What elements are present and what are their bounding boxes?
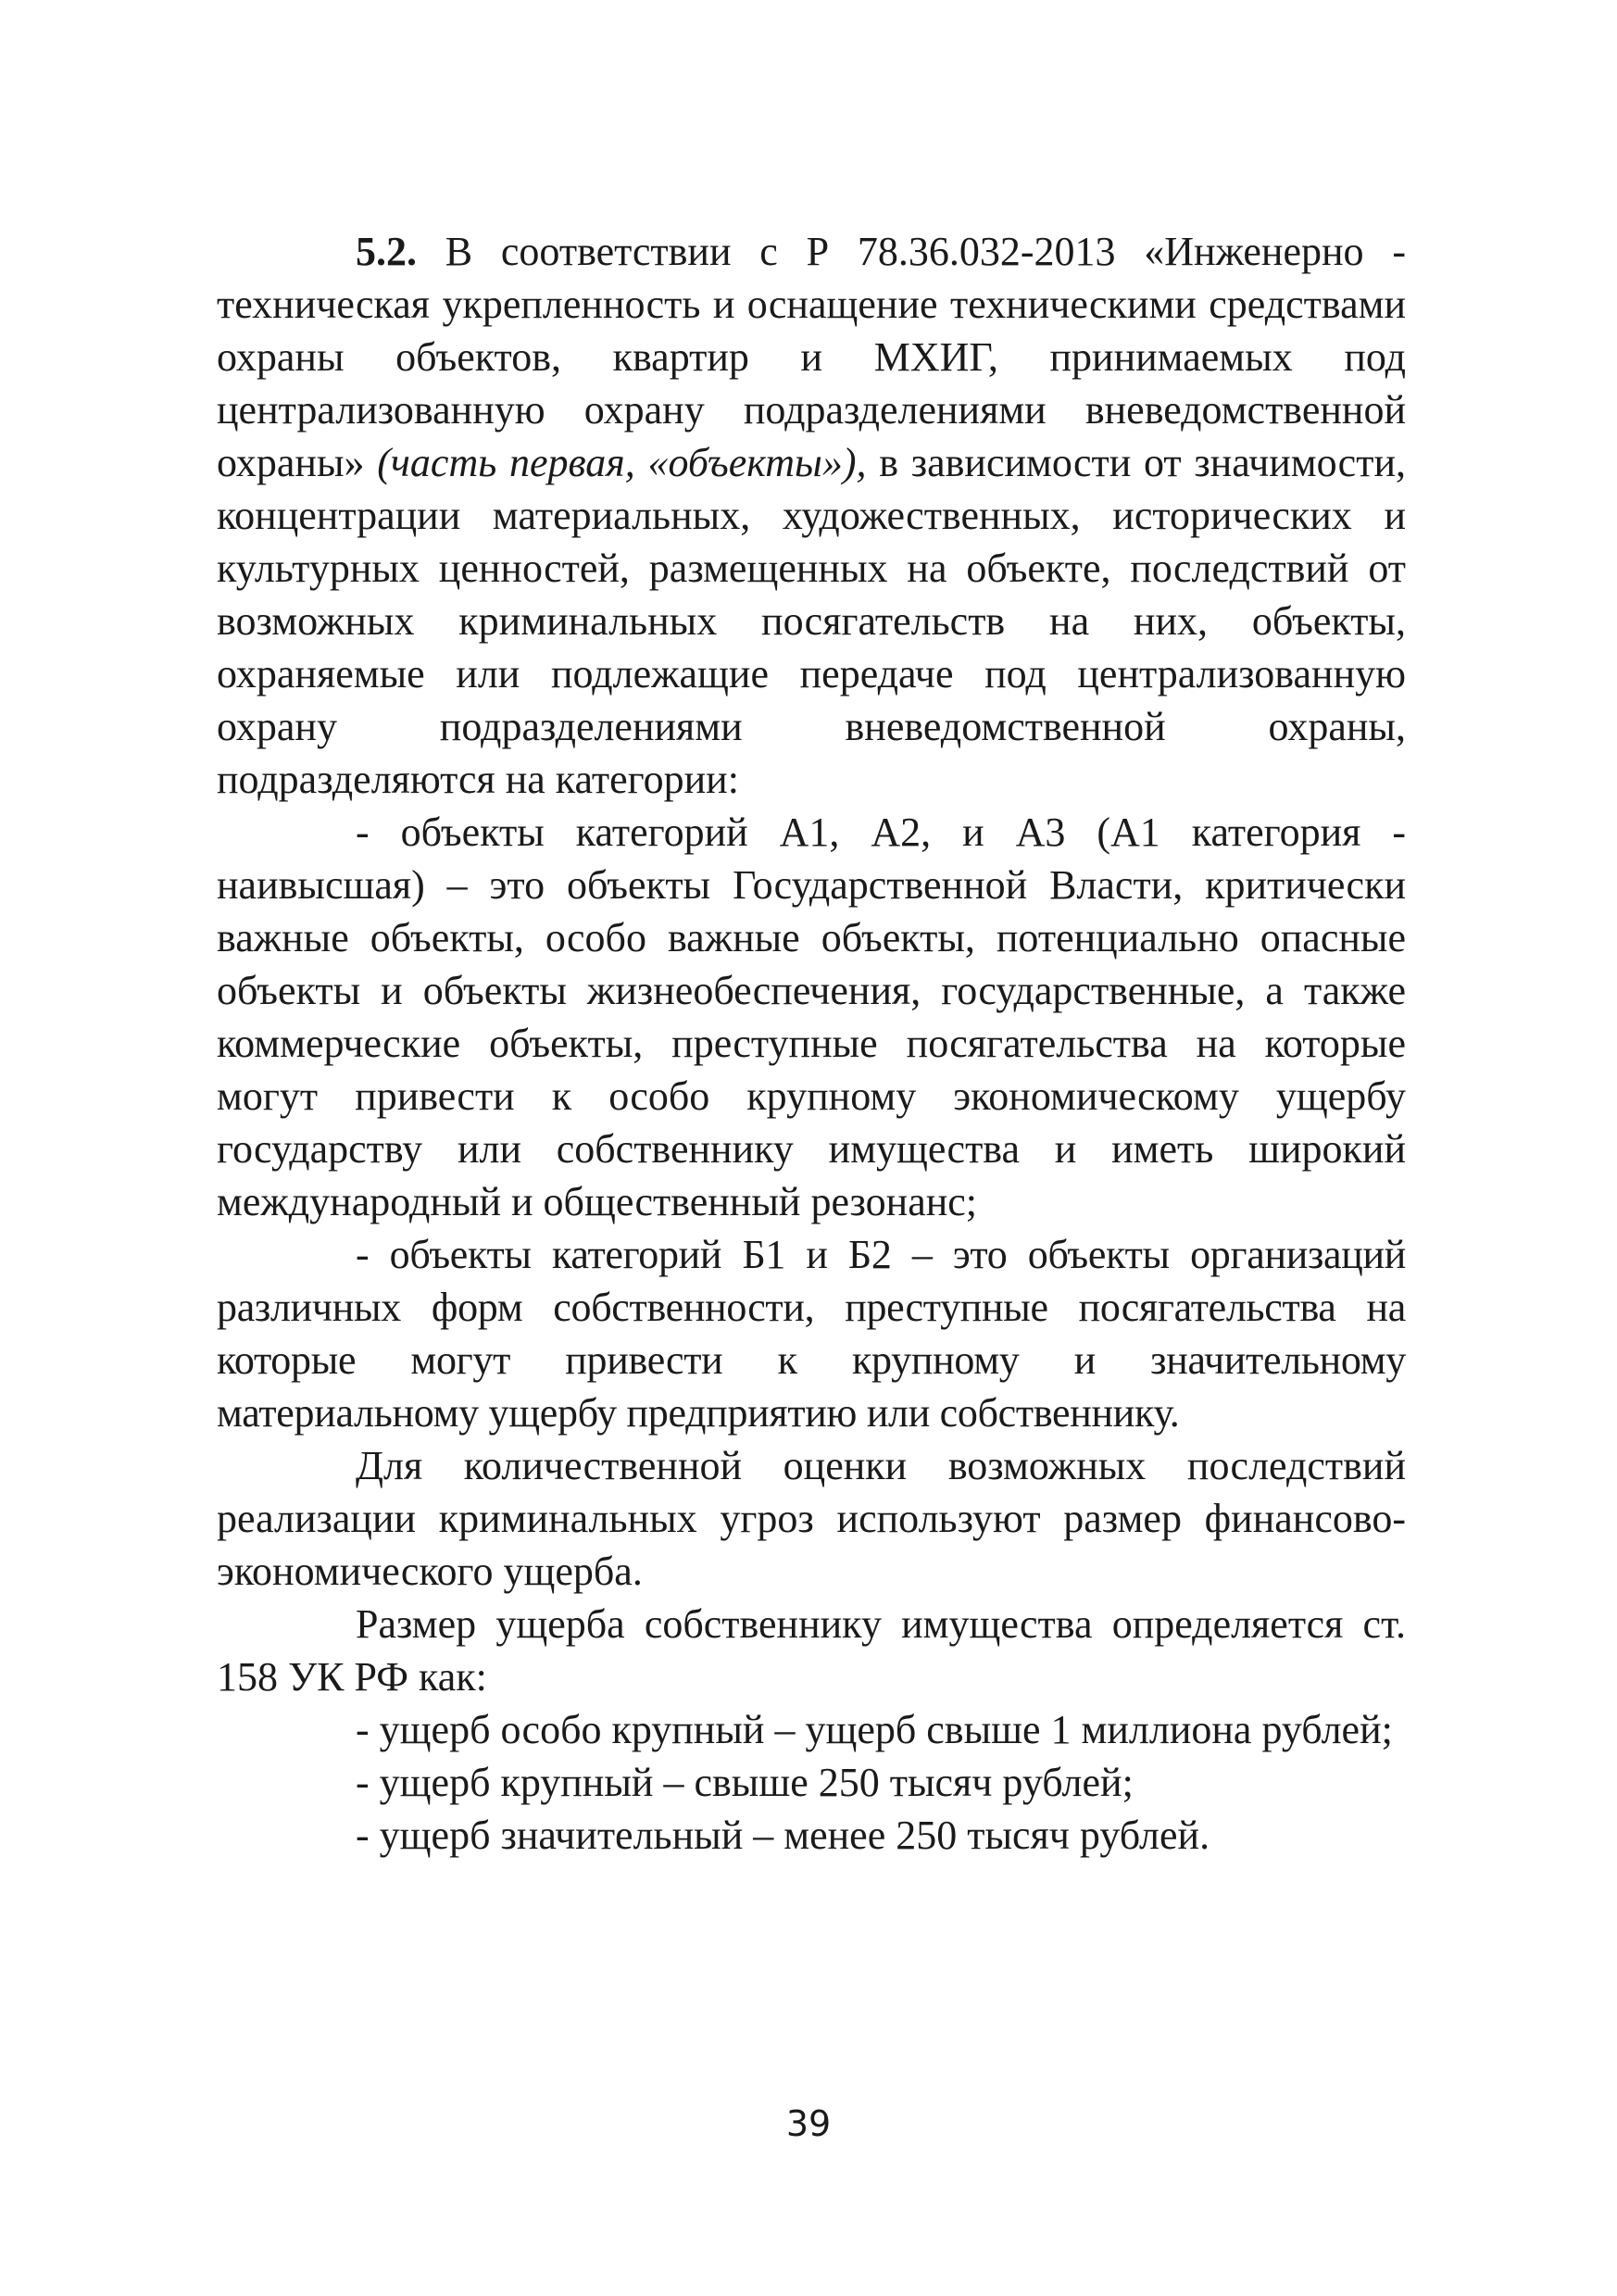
category-b-paragraph: - объекты категорий Б1 и Б2 – это объекты организаций различных форм собственности, преступные посягательства на которые могут привести к крупному и значительному материальному ущербу предприятию или собственнику. — [217, 1232, 1406, 1436]
damage-level-significant: - ущерб значительный – менее 250 тысяч рублей. — [356, 1813, 1210, 1858]
section-number: 5.2. — [356, 229, 417, 274]
section-italic-note: (часть первая, «объекты»), — [377, 440, 867, 485]
assessment-paragraph: Для количественной оценки возможных последствий реализации криминальных угроз используют размер финансово-экономического ущерба. — [217, 1443, 1406, 1594]
damage-level-large: - ущерб крупный – свыше 250 тысяч рублей; — [356, 1760, 1134, 1805]
document-body — [217, 225, 1406, 1862]
section-text-start: В соответствии с Р 78.36.032-2013 «Инженерно - техническая укрепленность и оснащение техническими средствами охраны объектов, квартир и МХИГ, принимаемых под централизованную охрану подразделениями вневедомственной охраны» — [217, 229, 1406, 485]
damage-intro-paragraph: Размер ущерба собственнику имущества определяется ст. 158 УК РФ как: — [217, 1601, 1406, 1700]
damage-level-especially-large: - ущерб особо крупный – ущерб свыше 1 миллиона рублей; — [356, 1707, 1393, 1752]
section-paragraph — [217, 225, 1406, 806]
section-text-end: в зависимости от значимости, концентрации материальных, художественных, исторических и культурных ценностей, размещенных на объекте, последствий от возможных криминальных посягательств на них, объекты, охраняемые или подлежащие передаче под централизованную охрану подразделениями вневедомственной охраны, подразделяются на категории: — [217, 440, 1406, 802]
page-number: 39 — [785, 2103, 832, 2144]
category-a-paragraph: - объекты категорий А1, А2, и А3 (А1 категория - наивысшая) – это объекты Государственной Власти, критически важные объекты, особо важные объекты, потенциально опасные объекты и объекты жизнеобеспечения, государственные, а также коммерческие объекты, преступные посягательства на которые могут привести к особо крупному экономическому ущербу государству или собственнику имущества и иметь широкий международный и общественный резонанс; — [217, 809, 1406, 1224]
